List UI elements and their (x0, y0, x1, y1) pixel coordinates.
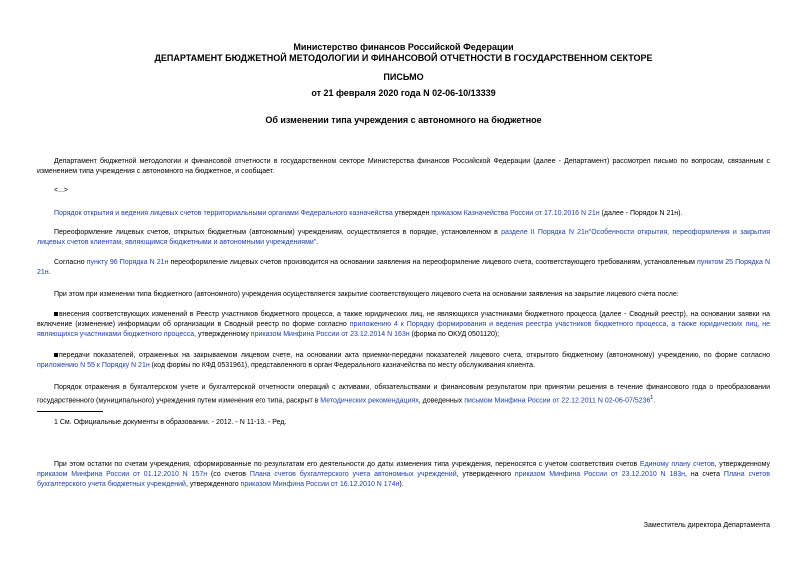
paragraph-clause-96: Согласно пункту 96 Порядка N 21н переоформление лицевых счетов производится на основании заявления на переоформление лицевого счета, соответствующего требованиям, установленным пунктом 25 Порядка N 21н. (37, 259, 771, 276)
link-budget-chart[interactable]: Плана счетов бухгалтерского учета бюджетных учреждений (37, 471, 770, 488)
link-clause-96[interactable]: пункту 96 Порядка N 21н (86, 259, 169, 266)
footnote: 1 См. Официальные документы в образовании. - 2012. - N 11-13. - Ред. (54, 419, 287, 426)
link-order-163n[interactable]: приказом Минфина России от 23.12.2014 N 163н (250, 331, 410, 338)
bullet-registry: внесения соответствующих изменений в Реестр участников бюджетного процесса, а также юридических лиц, не являющихся участниками бюджетного процесса (далее - Сводный реестр), на основании заявки на включение (изменение) информации об организации в Сводный реестр по форме согласно приложению 4 к Порядку формирования и ведения реестра участников бюджетного процесса, а также юридических лиц, не являющихся участниками бюджетного процесса, утвержденному приказом Минфина России от 23.12.2014 N 163н (форма по ОКУД 0501120); (37, 311, 771, 338)
link-methodical-recommendations[interactable]: Методических рекомендациях (320, 397, 419, 405)
document-subject: Об изменении типа учреждения с автономного на бюджетное (265, 115, 542, 125)
department-name: ДЕПАРТАМЕНТ БЮДЖЕТНОЙ МЕТОДОЛОГИИ И ФИНАНСОВОЙ ОТЧЕТНОСТИ В ГОСУДАРСТВЕННОМ СЕКТОРЕ (154, 53, 653, 63)
paragraph-balances: При этом остатки по счетам учреждения, сформированные по результатам его деятельности до даты изменения типа учреждения, переносятся с учетом соответствия счетов Единому плану счетов, утвержденному приказом Минфина России от 01.12.2010 N 157н (со счетов Плана счетов бухгалтерского учета автономных учреждений, утвержденного приказом Минфина России от 23.12.2010 N 183н, на счета Плана счетов бухгалтерского учета бюджетных учреждений, утвержденного приказом Минфина России от 16.12.2010 N 174н). (37, 461, 770, 488)
link-order-174n[interactable]: приказом Минфина России от 16.12.2010 N 174н (240, 481, 400, 488)
link-order-157n[interactable]: приказом Минфина России от 01.12.2010 N 157н (37, 471, 208, 478)
link-letter-5236[interactable]: письмом Минфина России от 22.12.2011 N 02-06-07/5236 (464, 397, 651, 405)
footnote-marker: 1 (650, 395, 654, 401)
document-date-number: от 21 февраля 2020 года N 02-06-10/13339 (311, 88, 496, 98)
link-treasury-order-21n[interactable]: приказом Казначейства России от 17.10.2016 N 21н (431, 210, 600, 217)
paragraph-ellipsis: <...> (54, 187, 69, 194)
bullet-icon (54, 353, 58, 357)
link-unified-chart[interactable]: Единому плану счетов (639, 461, 715, 468)
link-autonomous-chart[interactable]: Плана счетов бухгалтерского учета автономных учреждений (249, 471, 457, 478)
link-appendix-55[interactable]: приложению N 55 к Порядку N 21н (37, 362, 150, 369)
paragraph-reissue: Переоформление лицевых счетов, открытых бюджетным (автономным) учреждениям, осуществляется в порядке, установленном в разделе II Порядка N 21н"Особенности открытия, переоформления и закрытия лицевых счетов клиентам, являющимся бюджетными и автономными учреждениями". (37, 229, 770, 246)
ministry-name: Министерство финансов Российской Федерации (293, 42, 514, 52)
paragraph-closing: При этом при изменении типа бюджетного (автономного) учреждения осуществляется закрытие соответствующего лицевого счета на основании заявления на закрытие лицевого счета после: (54, 291, 679, 298)
link-section-ii-title[interactable]: "Особенности открытия, переоформления и закрытия лицевых счетов клиентам, являющимся бюджетными и автономными учреждениями" (37, 229, 770, 246)
link-procedure-accounts[interactable]: Порядок открытия и ведения лицевых счетов территориальными органами Федерального казначейства (54, 210, 393, 217)
footnote-separator (37, 411, 103, 412)
bullet-transfer: передачи показателей, отраженных на закрываемом лицевом счете, на основании акта приемки-передачи показателей лицевого счета, открытого бюджетному (автономному) учреждению, по форме согласно приложению N 55 к Порядку N 21н (код формы по КФД 0531961), представленного в орган Федерального казначейства по месту обслуживания клиента. (37, 352, 770, 369)
link-clause-25[interactable]: пунктом 25 Порядка N 21н (37, 259, 771, 276)
link-section-ii-21n[interactable]: разделе II Порядка N 21н (501, 229, 589, 236)
paragraph-procedure: Порядок открытия и ведения лицевых счетов территориальными органами Федерального казначейства утвержден приказом Казначейства России от 17.10.2016 N 21н (далее - Порядок N 21н). (54, 210, 683, 217)
document-type: ПИСЬМО (383, 72, 424, 82)
signature: Заместитель директора Департамента (643, 522, 770, 529)
link-appendix-4[interactable]: приложению 4 к Порядку формирования и ведения реестра участников бюджетного процесса, а также юридических лиц, не являющихся участниками бюджетного процесса (37, 321, 771, 338)
bullet-icon (54, 312, 58, 316)
paragraph-accounting: Порядок отражения в бухгалтерском учете и бухгалтерской отчетности операций с активами, обязательствами и финансовым результатом при принятии решения в течение финансового года о преобразовании государственного (муниципального) учреждения путем изменения его типа, раскрыт в Методических рекомендациях, доведенных письмом Минфина России от 22.12.2011 N 02-06-07/5236$^1$. (37, 384, 770, 405)
link-order-183n[interactable]: приказом Минфина России от 23.12.2010 N 183н (514, 471, 685, 478)
paragraph-intro: Департамент бюджетной методологии и финансовой отчетности в государственном секторе Министерства финансов Российской Федерации (далее - Департамент) рассмотрел письмо по вопросам, связанным с изменением типа учреждения с автономного на бюджетное, и сообщает. (37, 158, 770, 175)
